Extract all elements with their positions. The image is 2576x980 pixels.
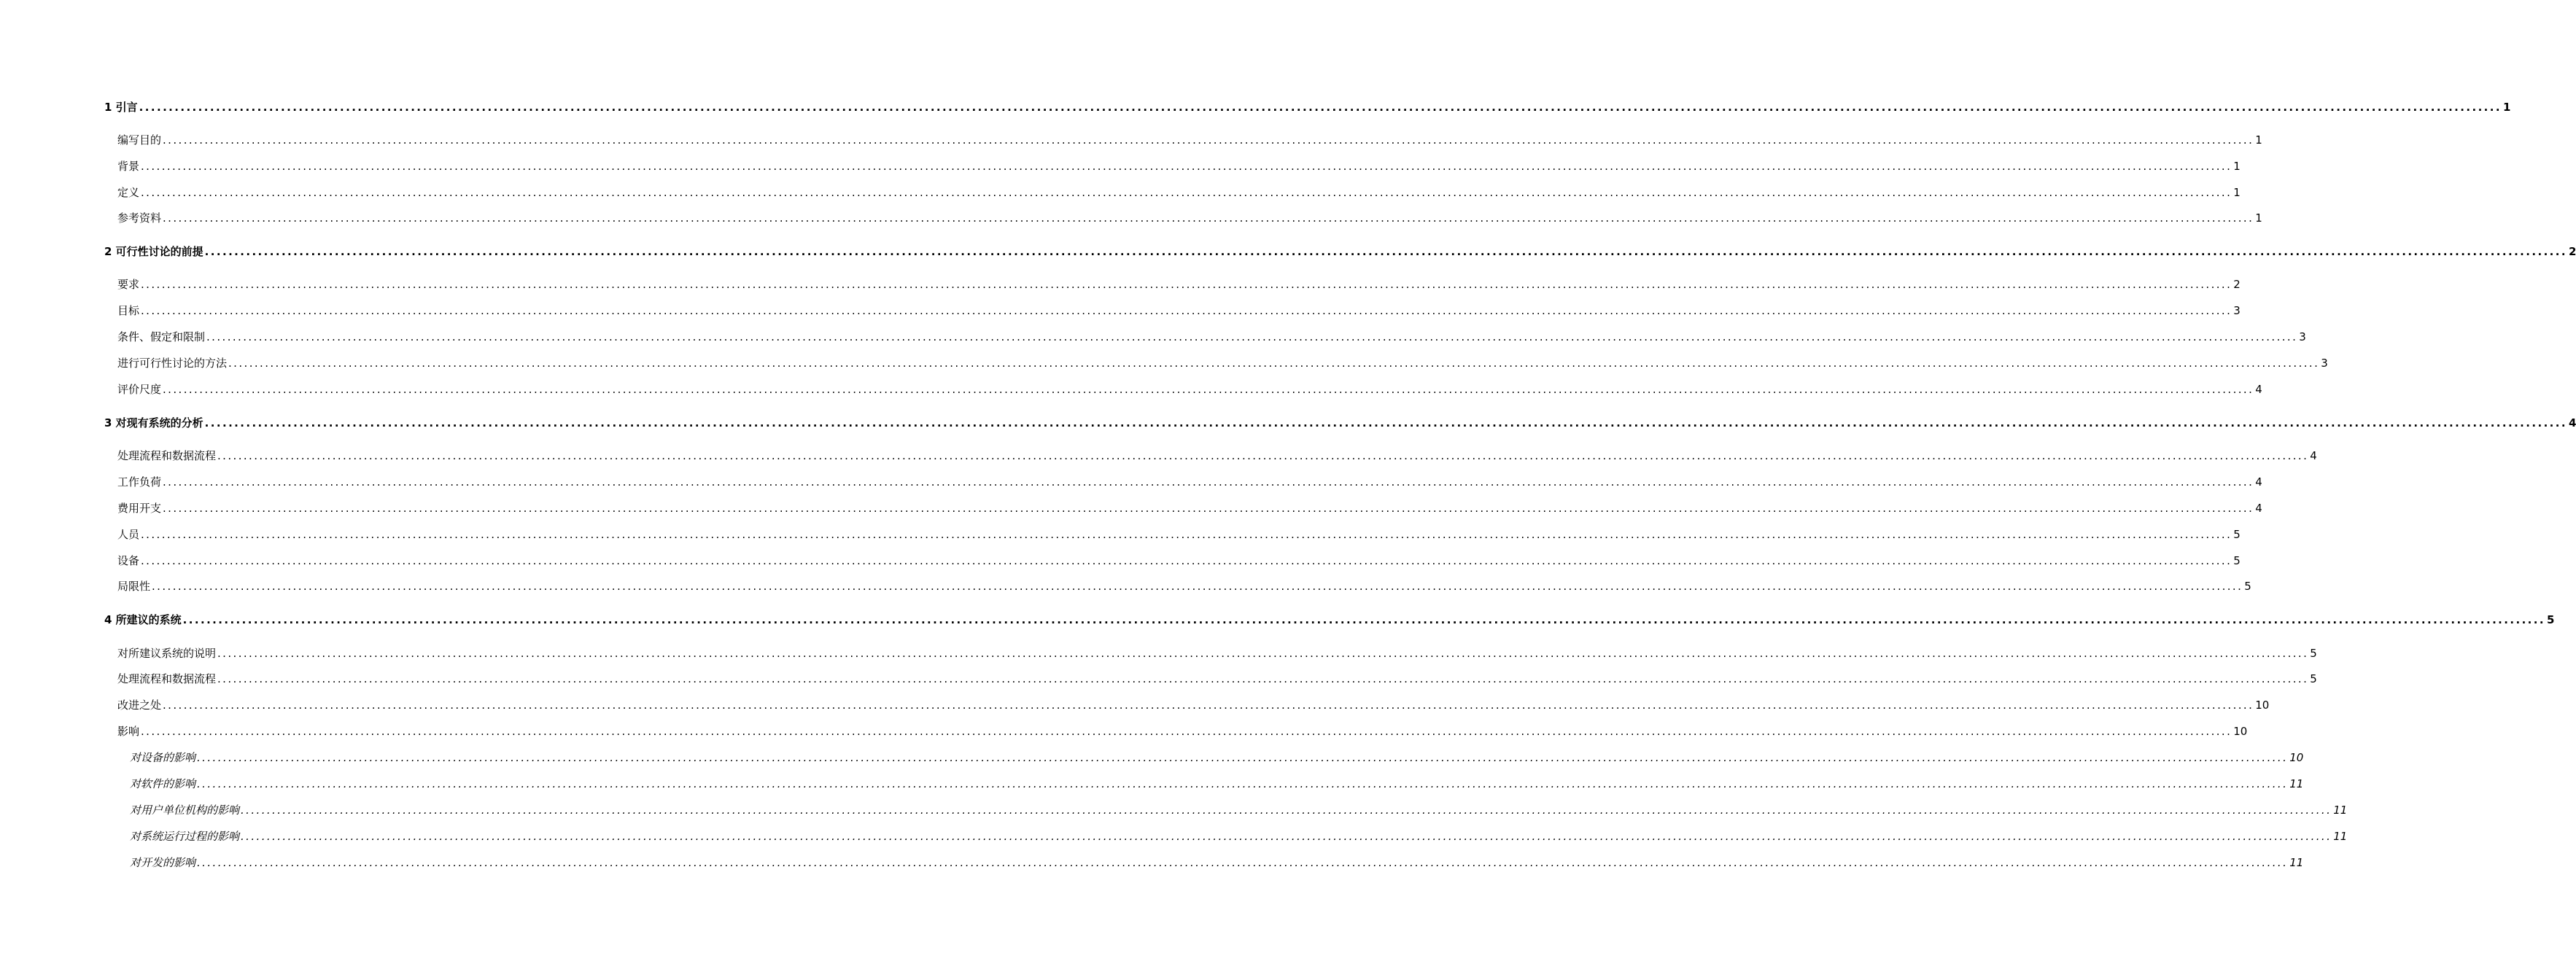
- toc-dot-leader: ................................................................................................................................................................................................................................................................................................................................................................................................................: [241, 804, 2332, 817]
- toc-entry[interactable]: [117, 671, 2317, 687]
- toc-entry[interactable]: [130, 855, 2304, 871]
- toc-dot-leader: ................................................................................................................................................................................................................................................................................................................................................................................................................: [197, 856, 2289, 869]
- toc-entry-page: 10: [2255, 699, 2270, 712]
- toc-entry[interactable]: [117, 132, 2262, 148]
- toc-entry[interactable]: [117, 553, 2241, 569]
- toc-entry-page: 11: [2289, 856, 2304, 869]
- toc-dot-leader: ................................................................................................................................................................................................................................................................................................................................................................................................................: [228, 357, 2320, 370]
- toc-dot-leader: ................................................................................................................................................................................................................................................................................................................................................................................................................: [241, 830, 2332, 843]
- toc-dot-leader: ................................................................................................................................................................................................................................................................................................................................................................................................................: [141, 304, 2232, 317]
- toc-dot-leader: ................................................................................................................................................................................................................................................................................................................................................................................................................: [204, 416, 2567, 429]
- toc-entry-page: 5: [2546, 613, 2555, 626]
- toc-entry-page: 5: [2233, 528, 2241, 541]
- toc-entry-title: 3 对现有系统的分析: [104, 416, 203, 429]
- toc-entry[interactable]: [104, 415, 2576, 431]
- toc-entry-title: 要求: [117, 278, 140, 291]
- toc-entry-title: 改进之处: [117, 699, 162, 712]
- toc-dot-leader: ................................................................................................................................................................................................................................................................................................................................................................................................................: [141, 725, 2232, 738]
- toc-entry-title: 局限性: [117, 580, 151, 593]
- toc-entry-page: 3: [2299, 330, 2306, 343]
- toc-dot-leader: ................................................................................................................................................................................................................................................................................................................................................................................................................: [217, 672, 2309, 685]
- toc-entry-title: 对所建议系统的说明: [117, 647, 217, 660]
- toc-entry[interactable]: [117, 500, 2262, 516]
- toc-entry-page: 4: [2568, 416, 2576, 429]
- toc-entry[interactable]: [104, 99, 2511, 115]
- toc-entry[interactable]: [117, 578, 2251, 594]
- toc-entry-page: 10: [2289, 751, 2304, 764]
- toc-dot-leader: ................................................................................................................................................................................................................................................................................................................................................................................................................: [139, 101, 2502, 114]
- toc-entry[interactable]: [117, 697, 2270, 713]
- toc-entry-title: 评价尺度: [117, 383, 162, 396]
- toc-dot-leader: ................................................................................................................................................................................................................................................................................................................................................................................................................: [182, 613, 2545, 626]
- toc-dot-leader: ................................................................................................................................................................................................................................................................................................................................................................................................................: [141, 554, 2232, 567]
- toc-entry-page: 4: [2255, 502, 2262, 515]
- toc-entry-page: 5: [2310, 672, 2317, 685]
- toc-dot-leader: ................................................................................................................................................................................................................................................................................................................................................................................................................: [141, 160, 2232, 173]
- toc-dot-leader: ................................................................................................................................................................................................................................................................................................................................................................................................................: [163, 475, 2254, 489]
- toc-entry-title: 条件、假定和限制: [117, 330, 206, 343]
- toc-entry-page: 3: [2233, 304, 2241, 317]
- toc-entry-title: 对系统运行过程的影响: [130, 830, 240, 843]
- toc-dot-leader: ................................................................................................................................................................................................................................................................................................................................................................................................................: [204, 245, 2567, 258]
- toc-entry-page: 2: [2568, 245, 2576, 258]
- toc-dot-leader: ................................................................................................................................................................................................................................................................................................................................................................................................................: [217, 449, 2309, 462]
- toc-entry-title: 参考资料: [117, 211, 162, 225]
- toc-entry-page: 4: [2255, 383, 2262, 396]
- toc-entry[interactable]: [130, 750, 2304, 766]
- toc-entry-title: 编写目的: [117, 133, 162, 147]
- toc-entry-title: 背景: [117, 160, 140, 173]
- toc-entry[interactable]: [117, 526, 2241, 542]
- toc-entry-page: 4: [2255, 475, 2262, 489]
- toc-entry-title: 对软件的影响: [130, 777, 196, 790]
- toc-entry[interactable]: [130, 802, 2348, 818]
- toc-entry-page: 11: [2333, 804, 2348, 817]
- toc-entry-page: 1: [2233, 160, 2241, 173]
- toc-dot-leader: ................................................................................................................................................................................................................................................................................................................................................................................................................: [206, 330, 2298, 343]
- toc-entry-title: 费用开支: [117, 502, 162, 515]
- toc-entry-title: 对开发的影响: [130, 856, 196, 869]
- toc-entry[interactable]: [117, 184, 2241, 201]
- toc-dot-leader: ................................................................................................................................................................................................................................................................................................................................................................................................................: [197, 777, 2289, 790]
- toc-entry[interactable]: [130, 828, 2348, 844]
- toc-entry[interactable]: [117, 474, 2262, 490]
- toc-entry-page: 11: [2333, 830, 2348, 843]
- toc-entry-page: 5: [2244, 580, 2251, 593]
- toc-entry-title: 2 可行性讨论的前提: [104, 245, 203, 258]
- toc-entry[interactable]: [117, 448, 2317, 464]
- toc-dot-leader: ................................................................................................................................................................................................................................................................................................................................................................................................................: [163, 211, 2254, 225]
- toc-entry[interactable]: [117, 210, 2262, 226]
- toc-entry-page: 3: [2321, 357, 2328, 370]
- toc-entry-page: 2: [2233, 278, 2241, 291]
- toc-entry[interactable]: [117, 645, 2317, 661]
- toc-entry-title: 处理流程和数据流程: [117, 672, 217, 685]
- toc-dot-leader: ................................................................................................................................................................................................................................................................................................................................................................................................................: [163, 502, 2254, 515]
- toc-entry[interactable]: [117, 158, 2241, 174]
- toc-entry-title: 对用户单位机构的影响: [130, 804, 240, 817]
- toc-entry-page: 10: [2233, 725, 2248, 738]
- toc-dot-leader: ................................................................................................................................................................................................................................................................................................................................................................................................................: [163, 699, 2254, 712]
- toc-entry-page: 1: [2255, 133, 2262, 147]
- toc-entry-title: 工作负荷: [117, 475, 162, 489]
- toc-entry-title: 处理流程和数据流程: [117, 449, 217, 462]
- toc-entry-title: 设备: [117, 554, 140, 567]
- toc-entry-title: 影响: [117, 725, 140, 738]
- toc-entry-title: 1 引言: [104, 101, 138, 114]
- toc-dot-leader: ................................................................................................................................................................................................................................................................................................................................................................................................................: [141, 186, 2232, 199]
- toc-entry-page: 1: [2255, 211, 2262, 225]
- toc-dot-leader: ................................................................................................................................................................................................................................................................................................................................................................................................................: [197, 751, 2289, 764]
- toc-dot-leader: ................................................................................................................................................................................................................................................................................................................................................................................................................: [141, 528, 2232, 541]
- toc-dot-leader: ................................................................................................................................................................................................................................................................................................................................................................................................................: [163, 383, 2254, 396]
- toc-dot-leader: ................................................................................................................................................................................................................................................................................................................................................................................................................: [152, 580, 2243, 593]
- toc-entry[interactable]: [117, 329, 2306, 345]
- toc-entry-page: 1: [2233, 186, 2241, 199]
- toc-entry[interactable]: [117, 723, 2248, 739]
- toc-entry[interactable]: [117, 355, 2328, 371]
- toc-dot-leader: ................................................................................................................................................................................................................................................................................................................................................................................................................: [141, 278, 2232, 291]
- toc-entry-page: 1: [2502, 101, 2511, 114]
- toc-dot-leader: ................................................................................................................................................................................................................................................................................................................................................................................................................: [163, 133, 2254, 147]
- toc-entry-page: 5: [2310, 647, 2317, 660]
- toc-entry[interactable]: [104, 244, 2576, 260]
- toc-entry-page: 11: [2289, 777, 2304, 790]
- toc-dot-leader: ................................................................................................................................................................................................................................................................................................................................................................................................................: [217, 647, 2309, 660]
- toc-entry[interactable]: [130, 776, 2304, 792]
- toc-entry-page: 4: [2310, 449, 2317, 462]
- toc-entry-title: 人员: [117, 528, 140, 541]
- toc-entry-title: 定义: [117, 186, 140, 199]
- toc-entry-page: 5: [2233, 554, 2241, 567]
- toc-entry-title: 4 所建议的系统: [104, 613, 182, 626]
- toc-entry[interactable]: [117, 303, 2241, 319]
- toc-entry-title: 目标: [117, 304, 140, 317]
- toc-entry[interactable]: [117, 276, 2241, 292]
- toc-entry[interactable]: [117, 381, 2262, 397]
- toc-entry-title: 对设备的影响: [130, 751, 196, 764]
- toc-entry-title: 进行可行性讨论的方法: [117, 357, 228, 370]
- toc-entry[interactable]: [104, 612, 2555, 628]
